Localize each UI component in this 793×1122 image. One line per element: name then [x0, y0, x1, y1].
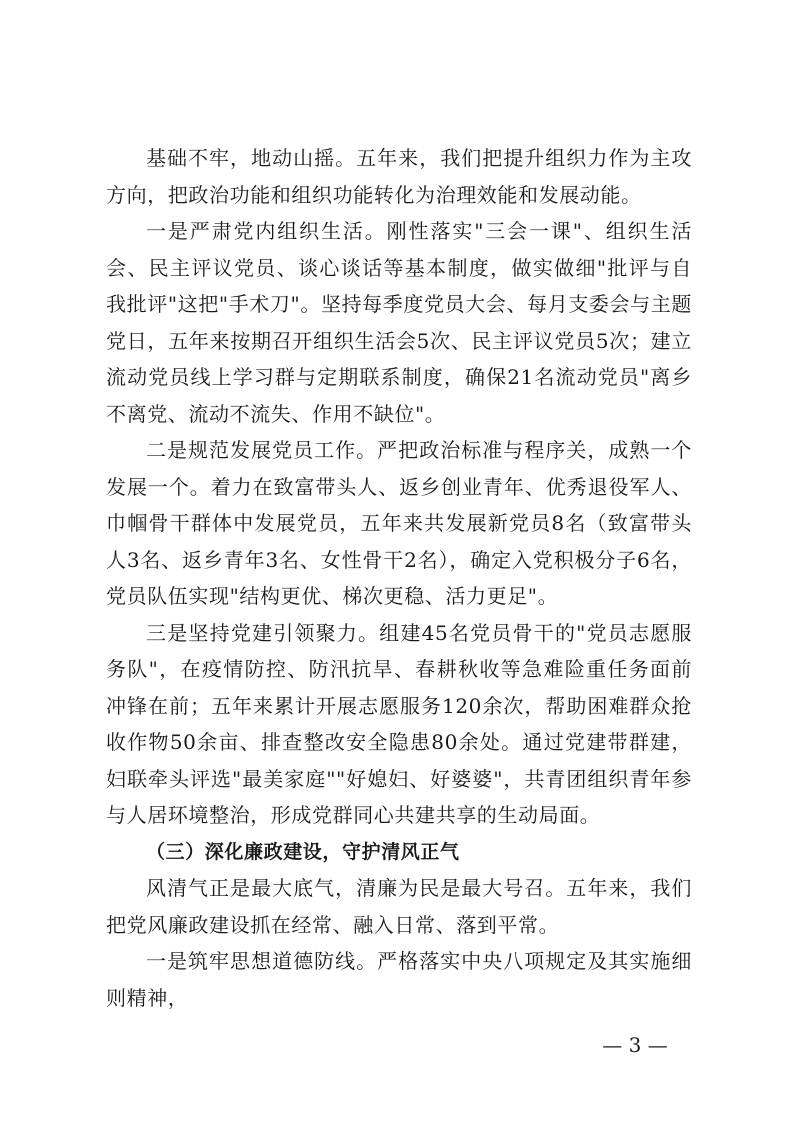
- paragraph-party-building: 三是坚持党建引领聚力。组建45名党员骨干的"党员志愿服务队"，在疫情防控、防汛抗旱、春耕秋收等急难险重任务面前冲锋在前；五年来累计开展志愿服务120余次，帮助困难群众抢收作物50余亩、排查整改安全隐患80余处。通过党建带群建，妇联牵头评选"最美家庭""好媳妇、好婆婆"，共青团组织青年参与人居环境整治，形成党群同心共建共享的生动局面。: [106, 620, 692, 827]
- document-body: [106, 140, 692, 1016]
- paragraph-clean-governance-intro: 风清气正是最大底气，清廉为民是最大号召。五年来，我们把党风廉政建设抓在经常、融入日常、落到平常。: [106, 876, 692, 937]
- paragraph-organizational-life: 一是严肃党内组织生活。刚性落实"三会一课"、组织生活会、民主评议党员、谈心谈话等基本制度，做实做细"批评与自我批评"这把"手术刀"。坚持每季度党员大会、每月支委会与主题党日，五年来按期召开组织生活会5次、民主评议党员5次；建立流动党员线上学习群与定期联系制度，确保21名流动党员"离乡不离党、流动不流失、作用不缺位"。: [106, 219, 692, 426]
- section-heading: （三）深化廉政建设，守护清风正气: [146, 840, 460, 863]
- paragraph-moral-defense: 一是筑牢思想道德防线。严格落实中央八项规定及其实施细则精神，: [106, 949, 692, 1010]
- page-number: — 3 —: [602, 1033, 668, 1057]
- paragraph-member-development: 二是规范发展党员工作。严把政治标准与程序关，成熟一个发展一个。着力在致富带头人、返乡创业青年、优秀退役军人、巾帼骨干群体中发展党员，五年来共发展新党员8名（致富带头人3名、返乡青年3名、女性骨干2名），确定入党积极分子6名，党员队伍实现"结构更优、梯次更稳、活力更足"。: [106, 438, 692, 608]
- paragraph-intro: 基础不牢，地动山摇。五年来，我们把提升组织力作为主攻方向，把政治功能和组织功能转化为治理效能和发展动能。: [106, 146, 692, 207]
